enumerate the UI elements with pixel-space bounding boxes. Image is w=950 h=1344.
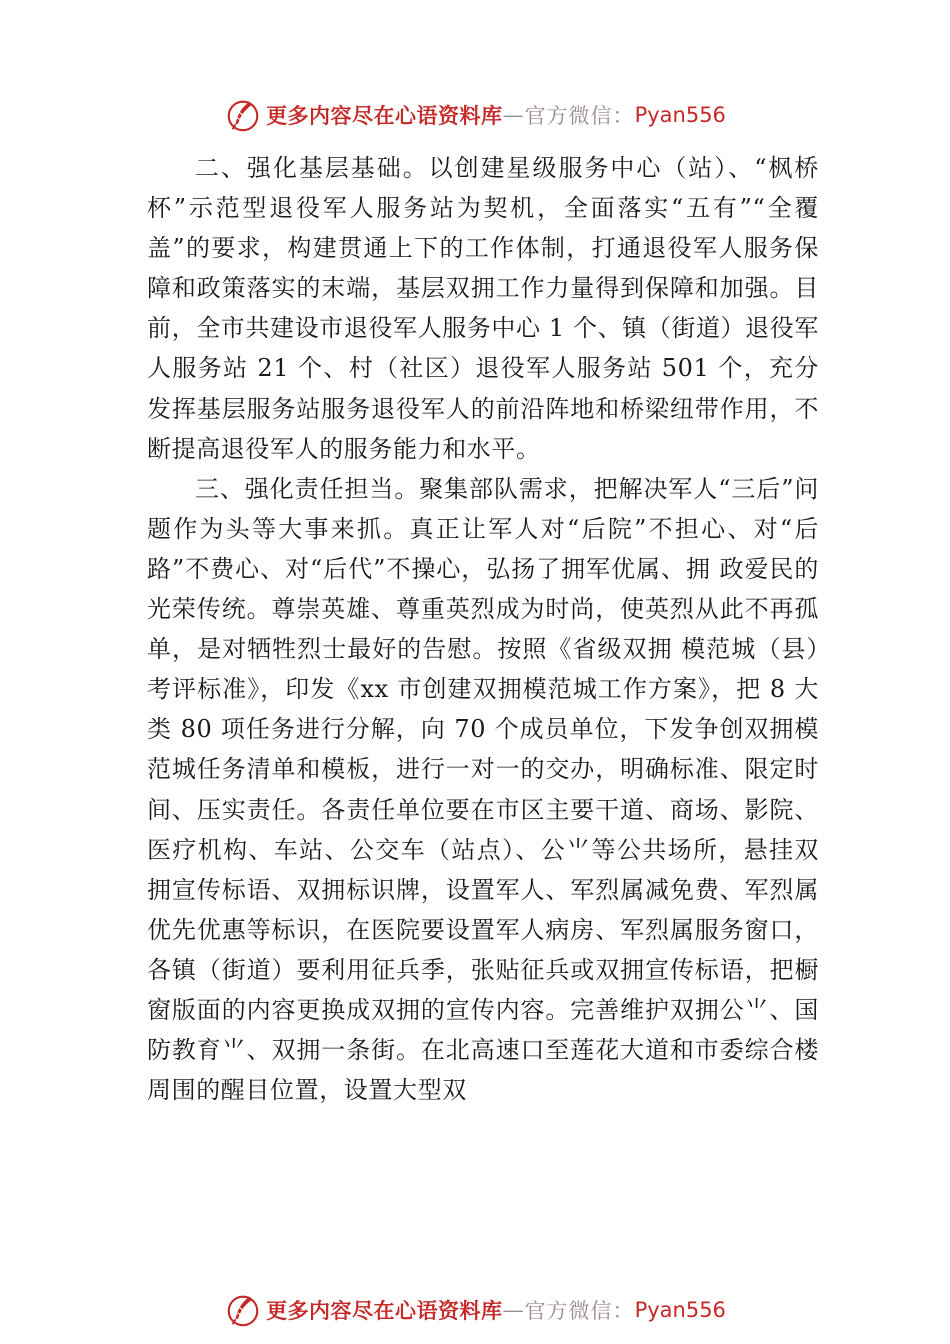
paragraph-3: 三、强化责任担当。聚集部队需求，把解决军人“三后”问题作为头等大事来抓。真正让军人对“后院”不担心、对“后路”不费心、对“后代”不操心，弘扬了拥军优属、拥 政爱民的光荣传统。尊崇英雄、尊重英烈成为时尚，使英烈从此不再孤单，是对牺牲烈士最好的告慰。按照《省级双拥 模范城（县）考评标准》，印发《xx 市创建双拥模范城工作方案》，把 8 大类 80 项任务进行分解，向 70 个成员单位，下发争创双拥模范城任务清单和模板，进行一对一的交办，明确标准、限定时间、压实责任。各责任单位要在市区主要干道、商场、影院、医疗机构、车站、公交车（站点）、公⺌等公共场所，悬挂双拥宣传标语、双拥标识牌，设置军人、军烈属减免费、军烈属优先优惠等标识，在医院要设置军人病房、军烈属服务窗口，各镇（街道）要利用征兵季，张贴征兵或双拥宣传标语，把橱窗版面的内容更换成双拥的宣传内容。完善维护双拥公⺌、国防教育⺌、双拥一条街。在北高速口至莲花大道和市委综合楼周围的醒目位置，设置大型双 <box>147 474 819 1105</box>
banner-separator: — <box>502 103 525 127</box>
banner-subtitle: 官方微信： <box>524 104 635 128</box>
paragraph-2: 二、强化基层基础。以创建星级服务中心（站）、“枫桥杯”示范型退役军人服务站为契机，全面落实“五有”“全覆盖”的要求，构建贯通上下的工作体制，打通退役军人服务保障和政策落实的末端，基层双拥工作力量得到保障和加强。目前，全市共建设市退役军人服务中心 1 个、镇（街道）退役军人服务站 21 个、村（社区）退役军人服务站 501 个，充分发挥基层服务站服务退役军人的前沿阵地和桥梁纽带作用，不断提高退役军人的服务能力和水平。 <box>147 154 819 463</box>
footer-wechat-id: Pyan556 <box>634 1298 726 1322</box>
banner-brand: 更多内容尽在心语资料库 <box>266 103 503 128</box>
footer-separator: — <box>502 1298 525 1322</box>
footer-brand: 更多内容尽在心语资料库 <box>266 1298 503 1323</box>
feather-pen-seal-icon <box>224 1291 262 1329</box>
footer-subtitle: 官方微信： <box>524 1299 635 1323</box>
footer-banner <box>0 1290 950 1330</box>
feather-pen-seal-icon <box>224 96 262 134</box>
document-body <box>147 148 819 1110</box>
header-banner <box>0 95 950 135</box>
banner-wechat-id: Pyan556 <box>634 103 726 127</box>
